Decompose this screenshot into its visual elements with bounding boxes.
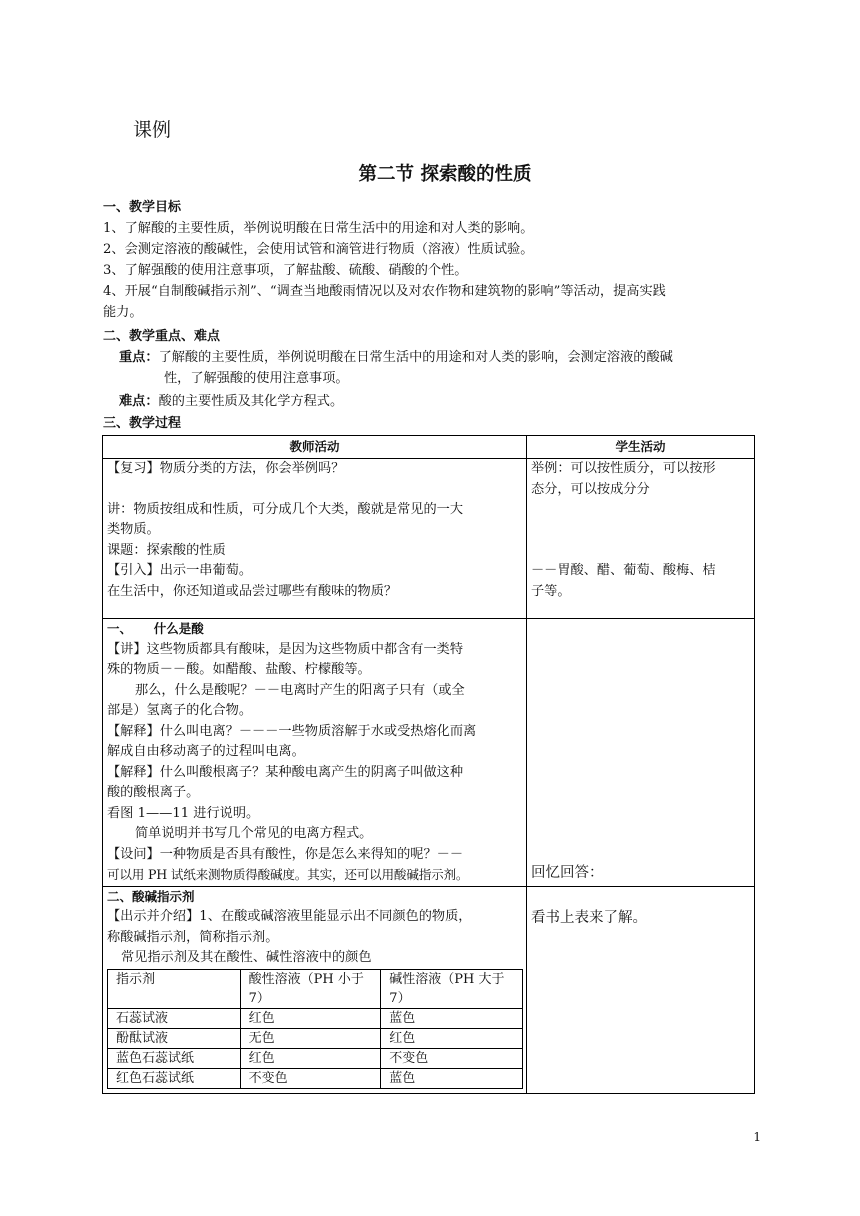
difficulty-text: 酸的主要性质及其化学方程式。 [158,394,344,409]
table-row [108,1068,523,1088]
teacher-column-header: 教师活动 [103,436,527,459]
text-line: 【解释】什么叫电离？－－－一些物质溶解于水或受热熔化而离 [107,723,477,739]
text-line: 简单说明并书写几个常见的电离方程式。 [135,826,373,841]
student-cell-indicators [527,886,755,1093]
text-line: 酸的酸根离子。 [107,785,200,800]
text-line: 【复习】物质分类的方法，你会举例吗？ [107,461,345,476]
key-point-label: 重点： [119,350,159,365]
section-heading-key-points: 二、教学重点、难点 [103,329,221,344]
student-column-header: 学生活动 [527,436,755,459]
indicator-cell: 不变色 [381,1048,523,1068]
text-line: 【出示并介绍】1、在酸或碱溶液里能显示出不同颜色的物质， [107,909,472,924]
text-line: 看书上表来了解。 [531,909,647,926]
indicator-header: 酸性溶液（PH 小于 7） [240,969,381,1008]
objective-item: 2、会测定溶液的酸碱性，会使用试管和滴管进行物质（溶液）性质试验。 [103,242,534,257]
teacher-cell-what-is-acid [103,619,527,887]
text-line: 常见指示剂及其在酸性、碱性溶液中的颜色 [121,950,372,965]
indicator-cell: 不变色 [240,1068,381,1088]
objective-item: 1、了解酸的主要性质，举例说明酸在日常生活中的用途和对人类的影响。 [103,221,534,236]
text-line: 【设问】一种物质是否具有酸性，你是怎么来得知的呢？－－ [107,846,464,862]
table-row [108,1008,523,1028]
text-line: 那么，什么是酸呢？－－电离时产生的阳离子只有（或全 [135,682,465,698]
text-line: 态分，可以按成分分 [531,481,650,497]
text-line: 举例：可以按性质分，可以按形 [531,461,716,476]
key-point-line-2: 性，了解强酸的使用注意事项。 [164,371,349,386]
blank-line [107,480,522,500]
indicator-header: 指示剂 [108,969,241,1008]
text-line: 子等。 [531,583,571,599]
difficulty-label: 难点： [119,394,159,409]
text-line: －－胃酸、醋、葡萄、酸梅、桔 [531,563,716,578]
text-line: 课题：探索酸的性质 [107,542,226,558]
text-line: 解成自由移动离子的过程叫电离。 [107,744,305,759]
text-line: 回忆回答： [531,865,604,881]
table-row [108,1028,523,1048]
text-line: 【引入】出示一串葡萄。 [107,563,253,578]
teacher-cell-indicators [103,886,527,1093]
student-cell-what-is-acid [527,619,755,887]
indicator-cell: 蓝色 [381,1008,523,1028]
indicator-cell: 红色 [240,1048,381,1068]
text-line: 部是）氢离子的化合物。 [107,703,253,718]
text-line: 类物质。 [107,522,160,537]
text-line: 称酸碱指示剂，简称指示剂。 [107,929,279,945]
difficulty-line [119,391,764,412]
table-row [108,1048,523,1068]
indicator-cell: 红色 [240,1008,381,1028]
text-line: 讲：物质按组成和性质，可分成几个大类，酸就是常见的一大 [107,501,464,517]
text-line: 【讲】这些物质都具有酸味，是因为这些物质中都含有一类特 [107,641,464,657]
text-line: 看图 1——11 进行说明。 [107,805,260,821]
process-table [102,435,755,1094]
indicator-header: 碱性溶液（PH 大于 7） [381,969,523,1008]
indicator-cell: 蓝色石蕊试纸 [108,1048,241,1068]
key-point-text: 了解酸的主要性质，举例说明酸在日常生活中的用途和对人类的影响，会测定溶液的酸碱 [158,350,673,365]
row-heading: 一、 什么是酸 [107,621,204,636]
indicator-cell: 红色 [381,1028,523,1048]
indicator-cell: 无色 [240,1028,381,1048]
text-line: 殊的物质－－酸。如醋酸、盐酸、柠檬酸等。 [107,662,371,677]
objective-item: 能力。 [103,305,143,320]
row-heading: 二、酸碱指示剂 [107,888,195,904]
header-label: 课例 [133,119,172,141]
indicator-cell: 红色石蕊试纸 [108,1068,241,1088]
section-heading-objectives: 一、教学目标 [103,200,182,215]
indicator-cell: 酚酞试液 [108,1028,241,1048]
indicator-table [107,969,523,1089]
indicator-cell: 石蕊试液 [108,1008,241,1028]
page-title: 第二节 探索酸的性质 [358,164,532,185]
objective-item: 4、开展“自制酸碱指示剂”、“调查当地酸雨情况以及对农作物和建筑物的影响”等活动，提高实践 [103,284,666,299]
section-heading-process: 三、教学过程 [103,416,182,431]
text-line: 在生活中，你还知道或品尝过哪些有酸味的物质？ [107,583,398,599]
indicator-cell: 蓝色 [381,1068,523,1088]
text-line: 【解释】什么叫酸根离子？某种酸电离产生的阴离子叫做这种 [107,764,464,780]
blank-space [531,500,750,561]
student-cell-review [527,459,755,619]
page-number: 1 [753,1130,761,1144]
key-point-line [119,347,764,368]
text-line: 可以用 PH 试纸来测物质得酸碱度。其实，还可以用酸碱指示剂。 [107,867,469,882]
teacher-cell-review [103,459,527,619]
objective-item: 3、了解强酸的使用注意事项，了解盐酸、硫酸、硝酸的个性。 [103,263,468,278]
